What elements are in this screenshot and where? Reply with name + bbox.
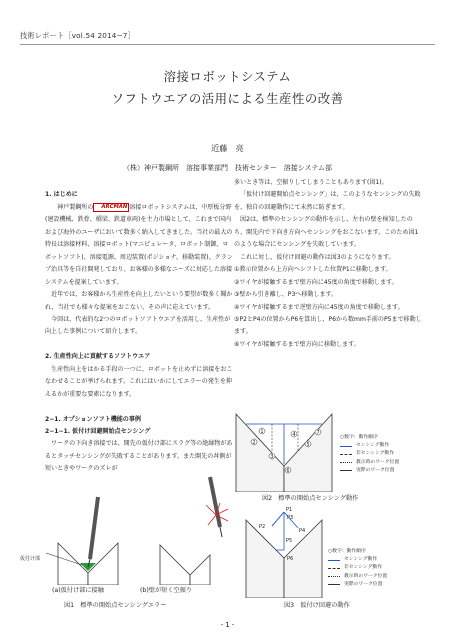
figure-1-diagram (20, 475, 230, 585)
paragraph-intro: 神戸製鋼所の ARCMAN 溶接ロボットシステムは、中厚板分野(建設機械、鉄骨、橋梁、鉄道車両)を主力市場として、これまで国内および海外のユーザにおいて数多く納入してきました。当社の最大の特長は溶接材料、溶接ロボット(マニピュレータ、ロボット制御、ロボットソフト)、溶接電源、周辺装置(ポジショナ、移動装置)、クランプ治具等を自社開発しており、お客様の多様なニーズに対応した溶接システムを提案しています。 (45, 203, 233, 286)
point-p1: P1 (286, 507, 293, 513)
fig2-step-4: 4 (292, 432, 296, 438)
report-header: 技術レポート［vol.54 2014−7］ (20, 31, 135, 40)
label-tack-part: 仮付け部 (20, 556, 41, 562)
paragraph-demand: 近年では、お客様から生産性を向上したいという要望が数多く聞かれ、当社でも様々な提案をおこない、その声に応えています。 (45, 291, 233, 311)
step-1: ①教示位置から上方向へシフトした位置P1に移動します。 (234, 266, 392, 274)
point-p2: P2 (259, 524, 266, 530)
header-divider (20, 44, 435, 45)
legend-taught-pos: 教示時のワーク位置 (356, 459, 400, 465)
figure-3-caption: 図3 仮付け回避の動作 (284, 602, 350, 609)
step-4: ④ワイヤが接触するまで逆壁方向に45度の角度で移動します。 (234, 303, 404, 311)
figure-2-svg (232, 404, 432, 492)
right-column (234, 177, 424, 351)
step-6: ⑥ワイヤが接触するまで壁方向に移動します。 (234, 340, 360, 348)
step-5: ⑤P2とP4の位置からP6を算出し、P6から数mm手前のP5まで移動します。 (234, 315, 422, 336)
point-p3: P3 (287, 515, 294, 521)
legend3-sensing: センシング動作 (344, 557, 378, 563)
section-heading-options: 2−1. オプションソフト機能の事例 (45, 415, 141, 423)
point-p4: P4 (299, 528, 306, 534)
figure-2-caption: 図2 標準の開始点センシング動作 (262, 495, 359, 502)
avoid-path (272, 512, 298, 550)
fig2-step-6: 6 (286, 468, 290, 474)
author-affiliation: （株）神戸製鋼所 溶接事業部門 技術センター 溶接システム部 (122, 164, 333, 172)
legend-sensing: センシング動作 (356, 443, 390, 449)
fig2-step-7: 7 (316, 430, 320, 436)
step-3: ③壁から引き離し、P3へ移動します。 (234, 291, 338, 299)
fig2-step-1: 1 (260, 429, 264, 435)
figure-1-sub-a: (a)仮付け部に接触 (52, 587, 104, 594)
figure-2-diagram (232, 404, 432, 492)
page-number: - 1 - (220, 621, 235, 629)
step-2: ②ワイヤが接触するまで壁方向に45度の角度で移動します。 (234, 278, 398, 286)
legend3-actual-pos: 実際のワーク位置 (344, 581, 383, 587)
author-name: 近藤 亮 (211, 143, 244, 153)
paragraph-tack-problem: ワークの下向き溶接では、開先の仮付け部にスラグ等の絶縁物があるとタッチセンシングが失敗することがあります。また開先の丼側が短いときやワークのズレが (45, 440, 233, 473)
paragraph-miss: 多いとき等は、空振りしてしまうこともあります(図1)。 (234, 179, 388, 186)
legend-actual-pos: 実際のワーク位置 (356, 467, 395, 473)
legend3-taught-pos: 教示時のワーク位置 (344, 573, 388, 579)
legend3-order: ○数字：動作順序 (328, 549, 366, 554)
fig2-step-2: 2 (252, 440, 256, 446)
figure-3-legend (328, 548, 387, 589)
paragraph-avoid-sensing: 「仮付け回避開始点センシング」は、このようなセンシングの失敗を、独自の回避動作にて未然に防ぎます。 (234, 191, 421, 211)
arcman-logo: ARCMAN (93, 203, 129, 212)
legend-order: ○数字：動作順序 (340, 435, 378, 440)
figure-3-diagram (232, 502, 432, 598)
title-line-1: 溶接ロボットシステム (163, 69, 292, 84)
fig2-step-3: 3 (270, 454, 274, 460)
figure-1-sub-b: (b)壁が短く空振り (140, 587, 193, 594)
section-heading-tack-avoid: 2−1−1. 仮付け回避開始点センシング (45, 428, 151, 436)
point-p6: P6 (287, 556, 294, 562)
legend-non-sensing: 非センシング動作 (356, 451, 395, 457)
paragraph-avoid-motion: これに対し、仮付け回避の動作は図3のようになります。 (240, 253, 395, 261)
paragraph-standard-motion: 図2は、標準のセンシングの動作を示し、左右の壁を検知したのち、開先内で下向き方向へセンシングをおこないます。このため図1のような場合にセンシングを失敗しています。 (234, 216, 419, 249)
figure-1-svg (20, 475, 230, 585)
section-heading-intro: 1. はじめに (45, 191, 78, 199)
title-line-2: ソフトウエアの活用による生産性の改善 (111, 91, 344, 106)
paragraph-scope: 今回は、代表的な2つのロボットソフトウエアを活用し、生産性が向上した事例について紹介します。 (45, 315, 231, 336)
section-heading-software: 2. 生産性向上に貢献するソフトウエア (45, 353, 151, 361)
legend3-non-sensing: 非センシング動作 (344, 565, 383, 571)
figure-2-legend (340, 434, 399, 475)
left-column (45, 177, 234, 476)
figure-1-caption: 図1 標準の開始点センシングエラー (64, 602, 167, 609)
paragraph-productivity: 生産性向上をはかる手段の一つに、ロボットを止めずに溶接をおこなわせることが挙げられます。これにはいかにしてエラーの発生を抑えるかが重要な要素になります。 (45, 365, 233, 398)
point-p5: P5 (286, 538, 293, 544)
fig2-step-5: 5 (306, 442, 310, 448)
